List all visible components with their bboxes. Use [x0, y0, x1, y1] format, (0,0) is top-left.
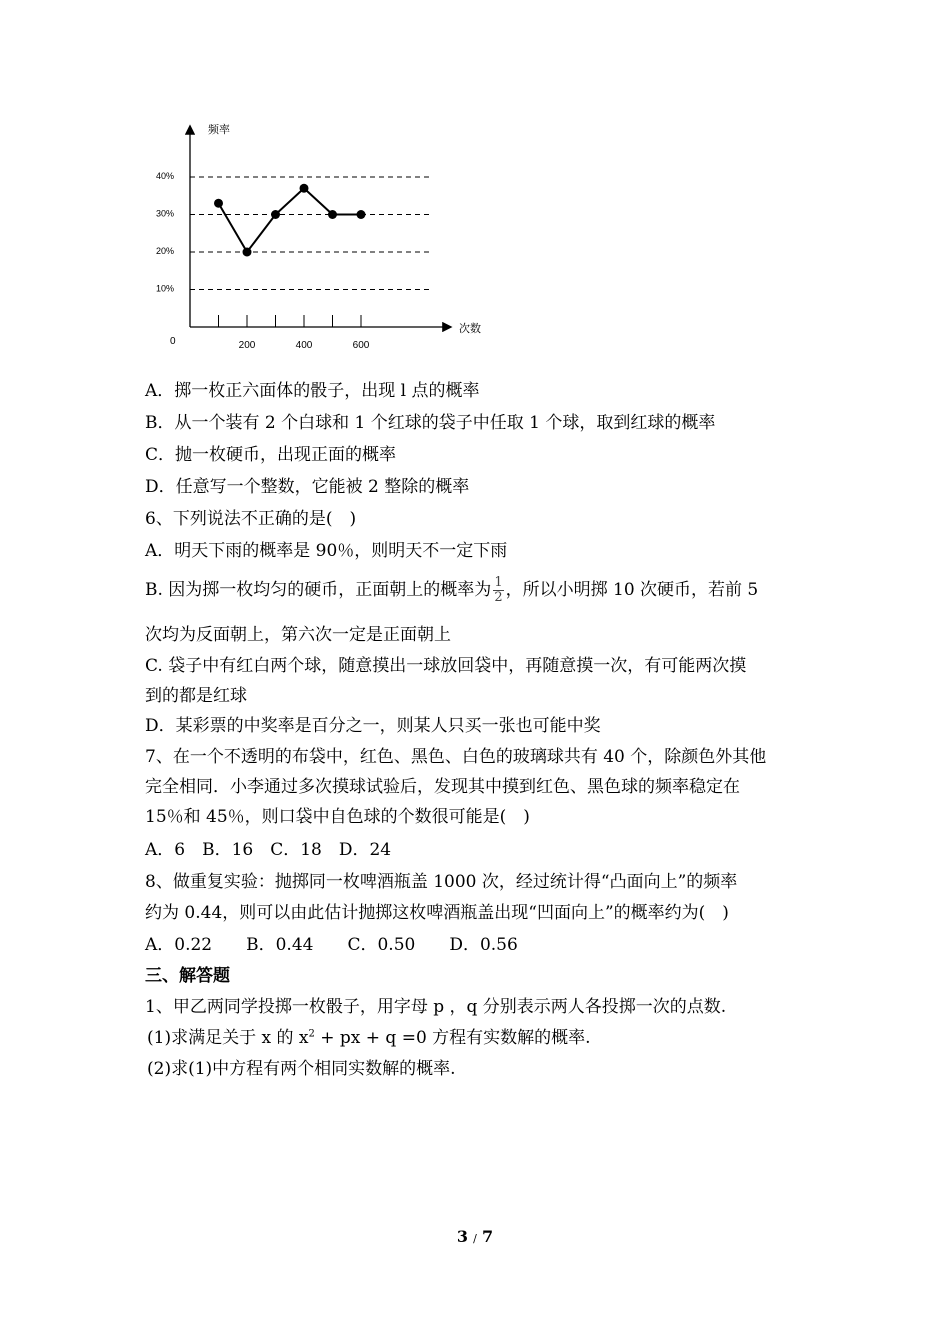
q5-option-c: C．抛一枚硬币，出现正面的概率 — [145, 445, 397, 465]
fraction-denominator: 2 — [494, 590, 503, 605]
fraction-numerator: 1 — [494, 575, 503, 590]
q5-option-b: B．从一个装有 2 个白球和 1 个红球的袋子中任取 1 个球，取到红球的概率 — [145, 413, 716, 433]
data-point-500 — [328, 210, 337, 219]
q6-option-b-cont: 次均为反面朝上，第六次一定是正面朝上 — [145, 625, 451, 645]
q6-option-c-cont: 到的都是红球 — [145, 686, 247, 706]
x-tick-label-200: 200 — [238, 340, 256, 351]
data-point-300 — [271, 210, 280, 219]
question-8-line-2: 约为 0.44，则可以由此估计抛掷这枚啤酒瓶盖出现“凹面向上”的概率约为( ) — [145, 903, 729, 923]
question-8-line-1: 8、做重复实验：抛掷同一枚啤酒瓶盖 1000 次，经过统计得“凸面向上”的频率 — [145, 872, 738, 892]
fraction-one-half — [493, 576, 503, 605]
section-title-answers: 三、解答题 — [145, 966, 230, 986]
page-number: 3 — [456, 1227, 469, 1246]
x-axis-label: 次数 — [459, 323, 481, 335]
data-point-400 — [300, 184, 309, 193]
question-7-line-3: 15％和 45％，则口袋中自色球的个数很可能是( ) — [145, 807, 530, 827]
problem-1: 1、甲乙两同学投掷一枚骰子，用字母 p ，q 分别表示两人各投掷一次的点数. — [145, 997, 727, 1017]
x-tick-label-600: 600 — [352, 340, 370, 351]
problem-1-part-2: (2)求(1)中方程有两个相同实数解的概率. — [147, 1059, 456, 1079]
q5-option-a: A．掷一枚正六面体的骰子，出现 l 点的概率 — [145, 381, 480, 401]
y-tick-label-30: 30% — [156, 208, 175, 219]
page-total: 7 — [481, 1227, 494, 1246]
q6-option-c: C. 袋子中有红白两个球，随意摸出一球放回袋中，再随意摸一次，有可能两次摸 — [145, 656, 747, 676]
q6-option-b-pre: B. 因为掷一枚均匀的硬币，正面朝上的概率为 — [145, 580, 492, 600]
q6-option-b — [145, 576, 758, 605]
question-6: 6、下列说法不正确的是( ) — [145, 509, 357, 529]
origin-label: 0 — [170, 336, 176, 347]
q5-option-d: D．任意写一个整数，它能被 2 整除的概率 — [145, 477, 470, 497]
y-tick-label-40: 40% — [156, 171, 175, 181]
frequency-line-chart — [150, 115, 495, 360]
data-point-600 — [357, 210, 366, 219]
q6-option-b-post: ，所以小明掷 10 次硬币，若前 5 — [505, 580, 759, 600]
data-point-200 — [243, 248, 252, 257]
page-separator: / — [473, 1232, 477, 1245]
x-tick-label-400: 400 — [295, 340, 313, 351]
q7-options: A．6 B．16 C．18 D．24 — [145, 840, 392, 860]
q6-option-d: D．某彩票的中奖率是百分之一，则某人只买一张也可能中奖 — [145, 716, 601, 736]
data-point-100 — [214, 199, 223, 208]
part-1-pre: (1)求满足关于 x 的 x — [147, 1028, 309, 1048]
exponent: 2 — [308, 1028, 315, 1040]
q8-options: A．0.22 B．0.44 C．0.50 D．0.56 — [145, 935, 518, 955]
part-1-post: + px + q =0 方程有实数解的概率. — [314, 1028, 591, 1048]
y-tick-label-20: 20% — [156, 246, 175, 256]
question-7-line-2: 完全相同．小李通过多次摸球试验后，发现其中摸到红色、黑色球的频率稳定在 — [145, 777, 740, 797]
series-line-0 — [219, 188, 362, 252]
page-footer — [0, 1227, 950, 1246]
question-7-line-1: 7、在一个不透明的布袋中，红色、黑色、白色的玻璃球共有 40 个，除颜色外其他 — [145, 747, 767, 767]
problem-1-part-1 — [147, 1025, 591, 1051]
y-tick-label-10: 10% — [156, 283, 175, 294]
y-axis-label: 频率 — [208, 124, 230, 136]
q6-option-a: A．明天下雨的概率是 90％，则明天不一定下雨 — [145, 541, 508, 561]
